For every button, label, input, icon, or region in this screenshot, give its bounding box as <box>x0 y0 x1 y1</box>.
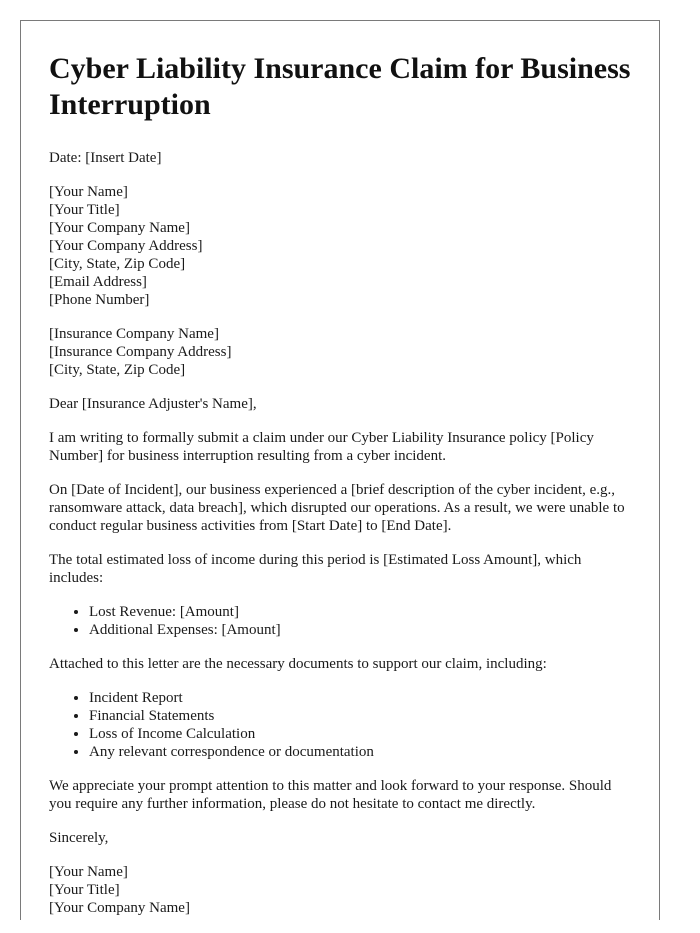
letter-title: Cyber Liability Insurance Claim for Business Interruption <box>49 52 631 121</box>
list-item: • Financial Statements <box>89 707 633 725</box>
list-item: • Any relevant correspondence or documentation <box>89 743 633 761</box>
paragraph-closing-request: We appreciate your prompt attention to this matter and look forward to your response. Should you require any further information, please do not hesitate to contact me directly. <box>49 778 612 812</box>
letter-content <box>49 51 633 933</box>
paragraph-loss: The total estimated loss of income during this period is [Estimated Loss Amount], which includes: <box>49 552 582 586</box>
recipient-company-address: [Insurance Company Address] <box>49 344 232 360</box>
paragraph-incident: On [Date of Incident], our business experienced a [brief description of the cyber incident, e.g., ransomware attack, data breach], which disrupted our operations. As a result, we were unable to conduct regular business activities from [Start Date] to [End Date]. <box>49 482 625 534</box>
signature-company-name: [Your Company Name] <box>49 900 190 916</box>
closing: Sincerely, <box>49 830 109 846</box>
signature-block <box>49 863 633 917</box>
sender-phone: [Phone Number] <box>49 292 150 308</box>
sender-name: [Your Name] <box>49 184 128 200</box>
sender-title: [Your Title] <box>49 202 120 218</box>
attachments-list <box>49 689 633 761</box>
signature-title: [Your Title] <box>49 882 120 898</box>
sender-email: [Email Address] <box>49 274 147 290</box>
list-item: • Additional Expenses: [Amount] <box>89 621 633 639</box>
recipient-address-block <box>49 325 633 379</box>
sender-city-state-zip: [City, State, Zip Code] <box>49 256 186 272</box>
paragraph-claim-intro: I am writing to formally submit a claim under our Cyber Liability Insurance policy [Policy Number] for business interruption resulting from a cyber incident. <box>49 430 594 464</box>
salutation: Dear [Insurance Adjuster's Name], <box>49 396 257 412</box>
list-item: • Incident Report <box>89 689 633 707</box>
signature-name: [Your Name] <box>49 864 128 880</box>
list-item: • Loss of Income Calculation <box>89 725 633 743</box>
recipient-city-state-zip: [City, State, Zip Code] <box>49 362 186 378</box>
sender-address-block <box>49 183 633 309</box>
paragraph-attachments: Attached to this letter are the necessary documents to support our claim, including: <box>49 656 547 672</box>
recipient-company-name: [Insurance Company Name] <box>49 326 219 342</box>
sender-company-name: [Your Company Name] <box>49 220 190 236</box>
loss-items-list <box>49 603 633 639</box>
letter-page <box>20 20 660 920</box>
sender-company-address: [Your Company Address] <box>49 238 203 254</box>
list-item: • Lost Revenue: [Amount] <box>89 603 633 621</box>
date-line: Date: [Insert Date] <box>49 150 162 166</box>
